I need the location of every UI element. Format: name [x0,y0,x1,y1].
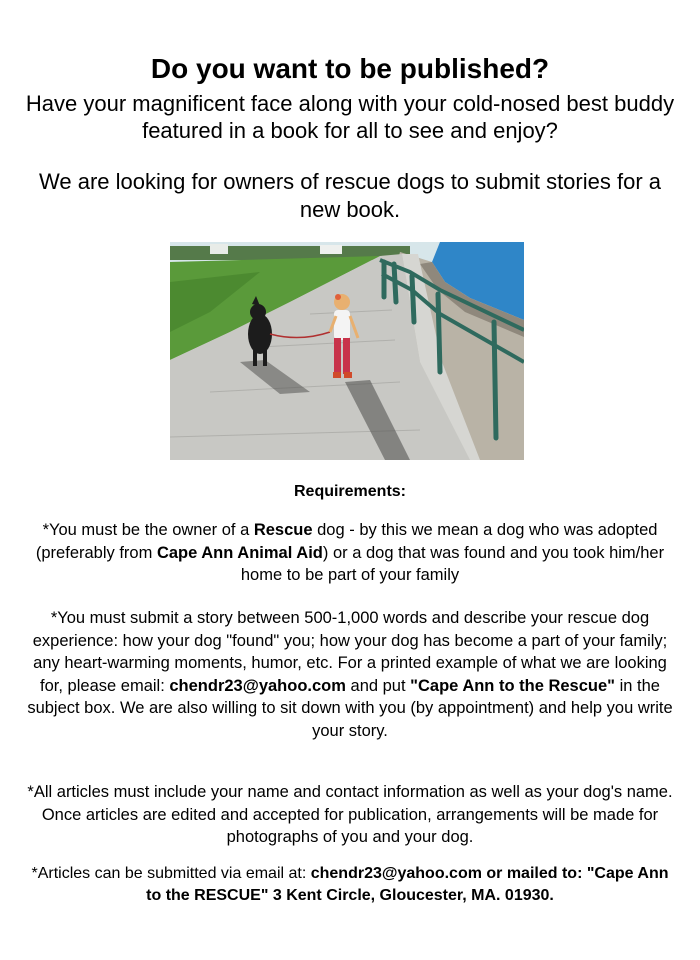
submission-info: *Articles can be submitted via email at: chendr23@yahoo.com or mailed to: "Cape Ann to the RESCUE" 3 Kent Circle, Gloucester, MA. 01930. [31,865,669,904]
email-subject: "Cape Ann to the Rescue" [410,676,615,695]
photo-illustration [170,242,524,460]
requirement-contact-info: *All articles must include your name and contact information as well as your dog's name. Once articles are edited and accepted for publication, arrangements will be made for photographs of you and your dog. [27,783,673,846]
email-address: chendr23@yahoo.com [169,676,346,695]
requirement-rescue-owner: *You must be the owner of a Rescue dog - by this we mean a dog who was adopted (preferably from Cape Ann Animal Aid) or a dog that was found and you took him/her home to be part of your family [35,521,665,584]
looking-for-text: We are looking for owners of rescue dogs to submit stories for a new book. [39,169,661,222]
submission-address: chendr23@yahoo.com or mailed to: "Cape Ann to the RESCUE" 3 Kent Circle, Gloucester, MA. 01930. [146,865,669,904]
requirement-story: *You must submit a story between 500-1,000 words and describe your rescue dog experience: how your dog "found" you; how your dog has become a part of your family; any heart-warming moments, humor, etc. For a printed example of what we are looking for, please email: chendr23@yahoo.com and put "Cape Ann to the Rescue" in the subject box. We are also willing to sit down with you (by appointment) and help you write your story. [27,609,673,740]
intro-text: Have your magnificent face along with your cold-nosed best buddy featured in a book for all to see and enjoy? [25,91,675,143]
page-title: Do you want to be published? [150,53,550,84]
requirements-heading: Requirements: [293,483,407,500]
photo-girl-walking-dog [170,242,524,460]
